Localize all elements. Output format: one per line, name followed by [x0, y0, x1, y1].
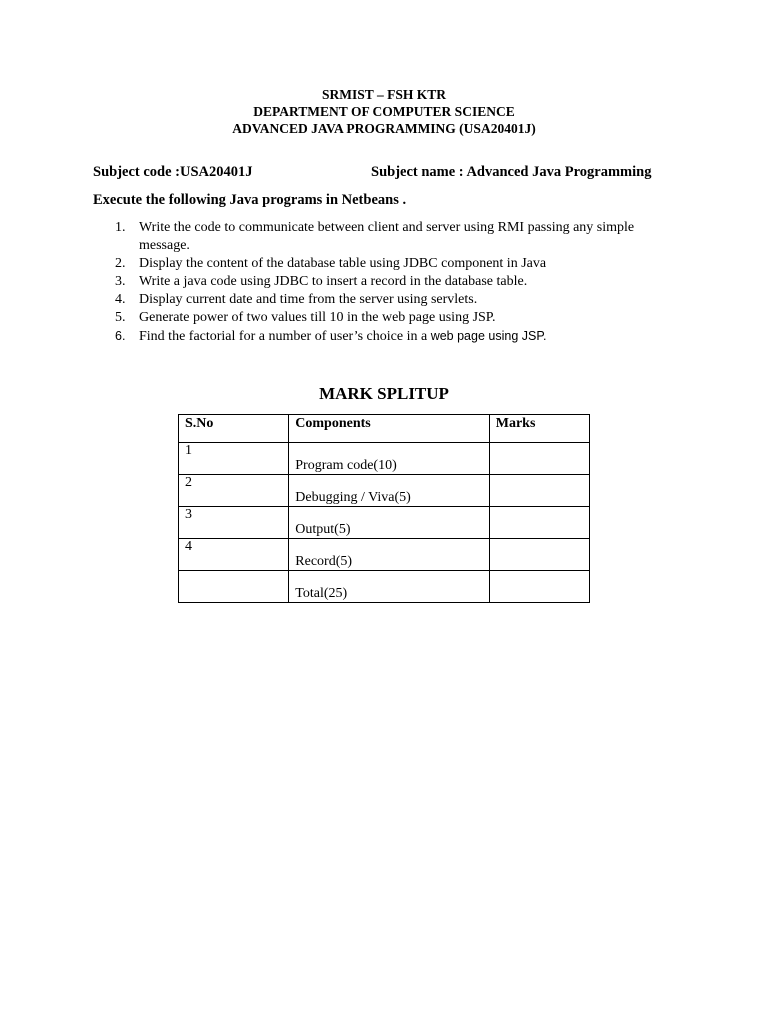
list-item — [93, 309, 673, 327]
cell-marks — [489, 507, 589, 539]
table-row — [179, 443, 590, 475]
list-item — [93, 327, 673, 346]
subject-row — [93, 164, 713, 182]
list-item-text: Find the factorial for a number of user’s choice in a — [139, 329, 431, 344]
department-name: DEPARTMENT OF COMPUTER SCIENCE — [253, 104, 515, 119]
cell-component: Total(25) — [289, 571, 489, 603]
list-item-number: 1. — [115, 220, 126, 235]
list-item — [93, 255, 673, 273]
list-item-text: Display the content of the database table using JDBC component in Java — [139, 256, 547, 271]
cell-component: Record(5) — [289, 539, 489, 571]
list-item-number: 6. — [115, 329, 126, 343]
header-components: Components — [289, 415, 489, 443]
cell-sno: 4 — [179, 539, 289, 571]
cell-component: Program code(10) — [289, 443, 489, 475]
table-header-row — [179, 415, 590, 443]
list-item-number: 2. — [115, 256, 126, 271]
list-item — [93, 291, 673, 309]
list-item-number: 3. — [115, 274, 126, 289]
table-row — [179, 539, 590, 571]
cell-sno: 1 — [179, 443, 289, 475]
cell-marks — [489, 571, 589, 603]
cell-sno: 2 — [179, 475, 289, 507]
table-row — [179, 507, 590, 539]
list-item-text-tail: web page using JSP. — [430, 329, 547, 343]
cell-marks — [489, 443, 589, 475]
cell-marks — [489, 539, 589, 571]
header-sno: S.No — [179, 415, 289, 443]
instruction-text: Execute the following Java programs in Netbeans . — [93, 192, 407, 208]
list-item — [93, 273, 673, 291]
list-item — [93, 219, 673, 255]
mark-splitup-table — [178, 414, 590, 603]
cell-marks — [489, 475, 589, 507]
mark-splitup-title: MARK SPLITUP — [319, 384, 449, 403]
program-list — [93, 219, 673, 346]
table-row-total — [179, 571, 590, 603]
cell-component: Debugging / Viva(5) — [289, 475, 489, 507]
list-item-text: Display current date and time from the server using servlets. — [139, 292, 478, 307]
cell-sno: 3 — [179, 507, 289, 539]
cell-component: Output(5) — [289, 507, 489, 539]
list-item-number: 4. — [115, 292, 126, 307]
table-row — [179, 475, 590, 507]
subject-name: Subject name : Advanced Java Programming — [371, 164, 652, 180]
subject-code: Subject code :USA20401J — [93, 164, 253, 180]
list-item-text: Write a java code using JDBC to insert a record in the database table. — [139, 274, 528, 289]
list-item-text: Write the code to communicate between client and server using RMI passing any simple message. — [139, 220, 635, 253]
cell-sno — [179, 571, 289, 603]
document-heading — [0, 86, 768, 137]
institution-name: SRMIST – FSH KTR — [322, 87, 446, 102]
header-marks: Marks — [489, 415, 589, 443]
list-item-number: 5. — [115, 310, 126, 325]
course-title: ADVANCED JAVA PROGRAMMING (USA20401J) — [232, 121, 536, 136]
list-item-text: Generate power of two values till 10 in the web page using JSP. — [139, 310, 496, 325]
